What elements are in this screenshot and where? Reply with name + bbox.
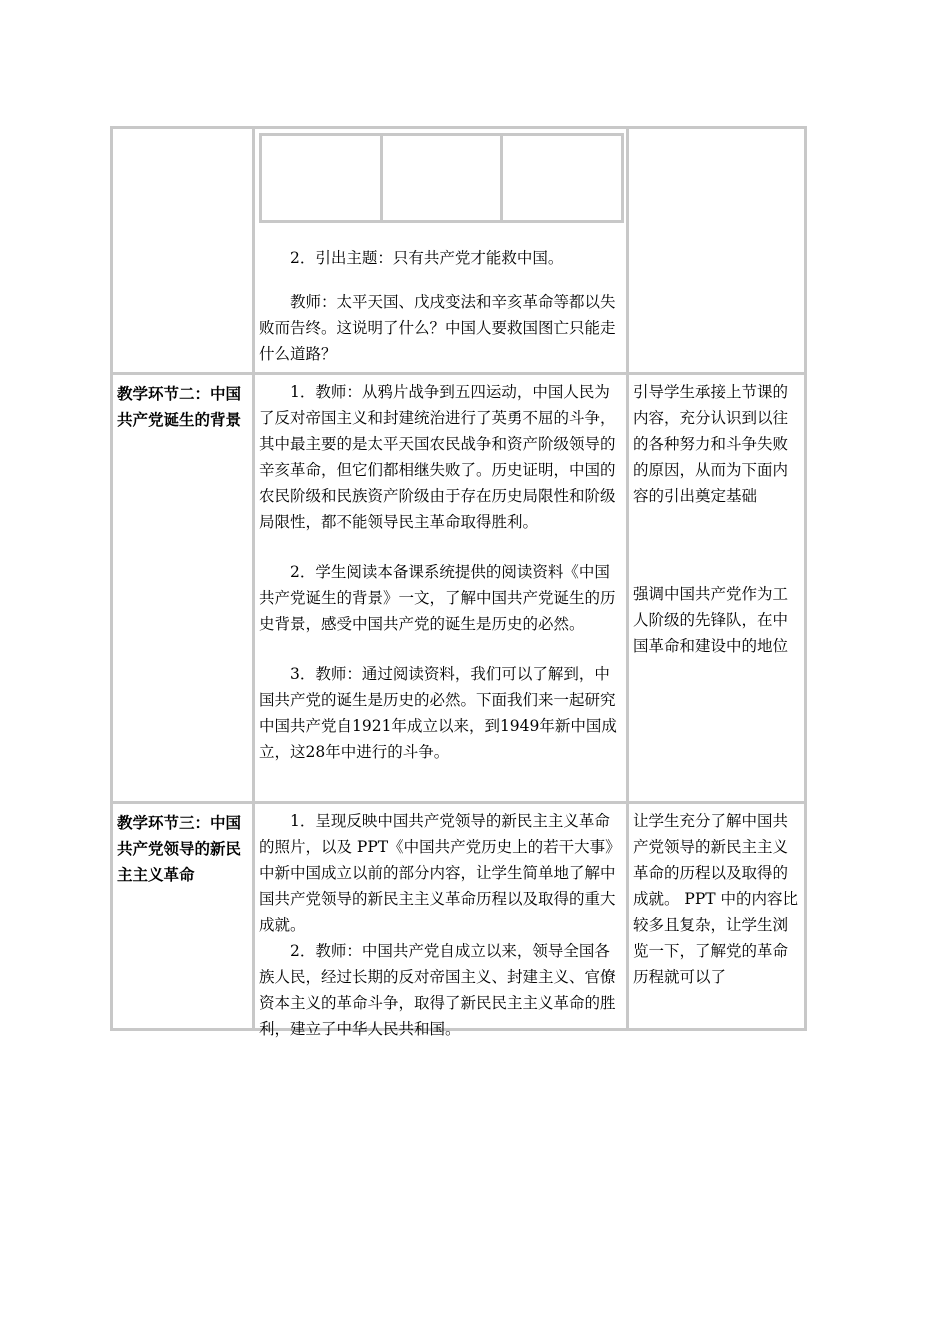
content-paragraph: 3．教师：通过阅读资料，我们可以了解到，中国共产党的诞生是历史的必然。下面我们来一起研究中国共产党自1921年成立以来，到1949年新中国成立，这28年中进行的斗争。 [259, 665, 617, 761]
empty-cell [383, 136, 504, 220]
stage-cell [113, 129, 255, 372]
content-paragraph: 1．呈现反映中国共产党领导的新民主主义革命的照片，以及 PPT《中国共产党历史上的若干大事》中新中国成立以前的部分内容，让学生简单地了解中国共产党领导的新民主主义革命历程以及取得的重大成就。 [259, 812, 621, 934]
content-paragraph: 1．教师：从鸦片战争到五四运动，中国人民为了反对帝国主义和封建统治进行了英勇不屈的斗争，其中最主要的是太平天国农民战争和资产阶级领导的辛亥革命，但它们都相继失败了。历史证明，中国的农民阶级和民族资产阶级由于存在历史局限性和阶级局限性，都不能领导民主革命取得胜利。 [259, 383, 616, 531]
empty-cell [503, 136, 621, 220]
note-paragraph: 强调中国共产党作为工人阶级的先锋队，在中国革命和建设中的地位 [633, 585, 789, 655]
empty-cell [262, 136, 383, 220]
table-row [113, 801, 804, 1038]
note-cell: 让学生充分了解中国共产党领导的新民主主义革命的历程以及取得的成就。 PPT 中的内容比较多且复杂，让学生浏览一下，了解党的革命历程就可以了 [633, 812, 799, 986]
embedded-empty-table [259, 133, 624, 223]
note-paragraph: 引导学生承接上节课的内容，充分认识到以往的各种努力和斗争失败的原因，从而为下面内容的引出奠定基础 [633, 383, 789, 505]
content-cell [255, 129, 629, 372]
content-paragraph: 2．学生阅读本备课系统提供的阅读资料《中国共产党诞生的背景》一文，了解中国共产党诞生的历史背景，感受中国共产党的诞生是历史的必然。 [259, 563, 616, 633]
table-row [113, 129, 804, 372]
content-paragraph: 2．引出主题：只有共产党才能救中国。 [290, 249, 564, 267]
content-cell [255, 375, 629, 801]
note-cell [629, 129, 804, 372]
stage-cell: 教学环节三：中国共产党领导的新民主主义革命 [113, 804, 255, 1028]
note-cell [629, 375, 804, 801]
content-cell [255, 804, 629, 1038]
content-paragraph: 2．教师：中国共产党自成立以来，领导全国各族人民，经过长期的反对帝国主义、封建主义、官僚资本主义的革命斗争，取得了新民民主主义革命的胜利，建立了中华人民共和国。 [259, 942, 616, 1038]
content-paragraph: 教师：太平天国、戊戌变法和辛亥革命等都以失败而告终。这说明了什么？中国人要救国图亡只能走什么道路？ [259, 293, 616, 363]
stage-cell: 教学环节二：中国共产党诞生的背景 [113, 375, 255, 801]
lesson-plan-table [110, 126, 807, 1038]
table-row [113, 372, 804, 801]
